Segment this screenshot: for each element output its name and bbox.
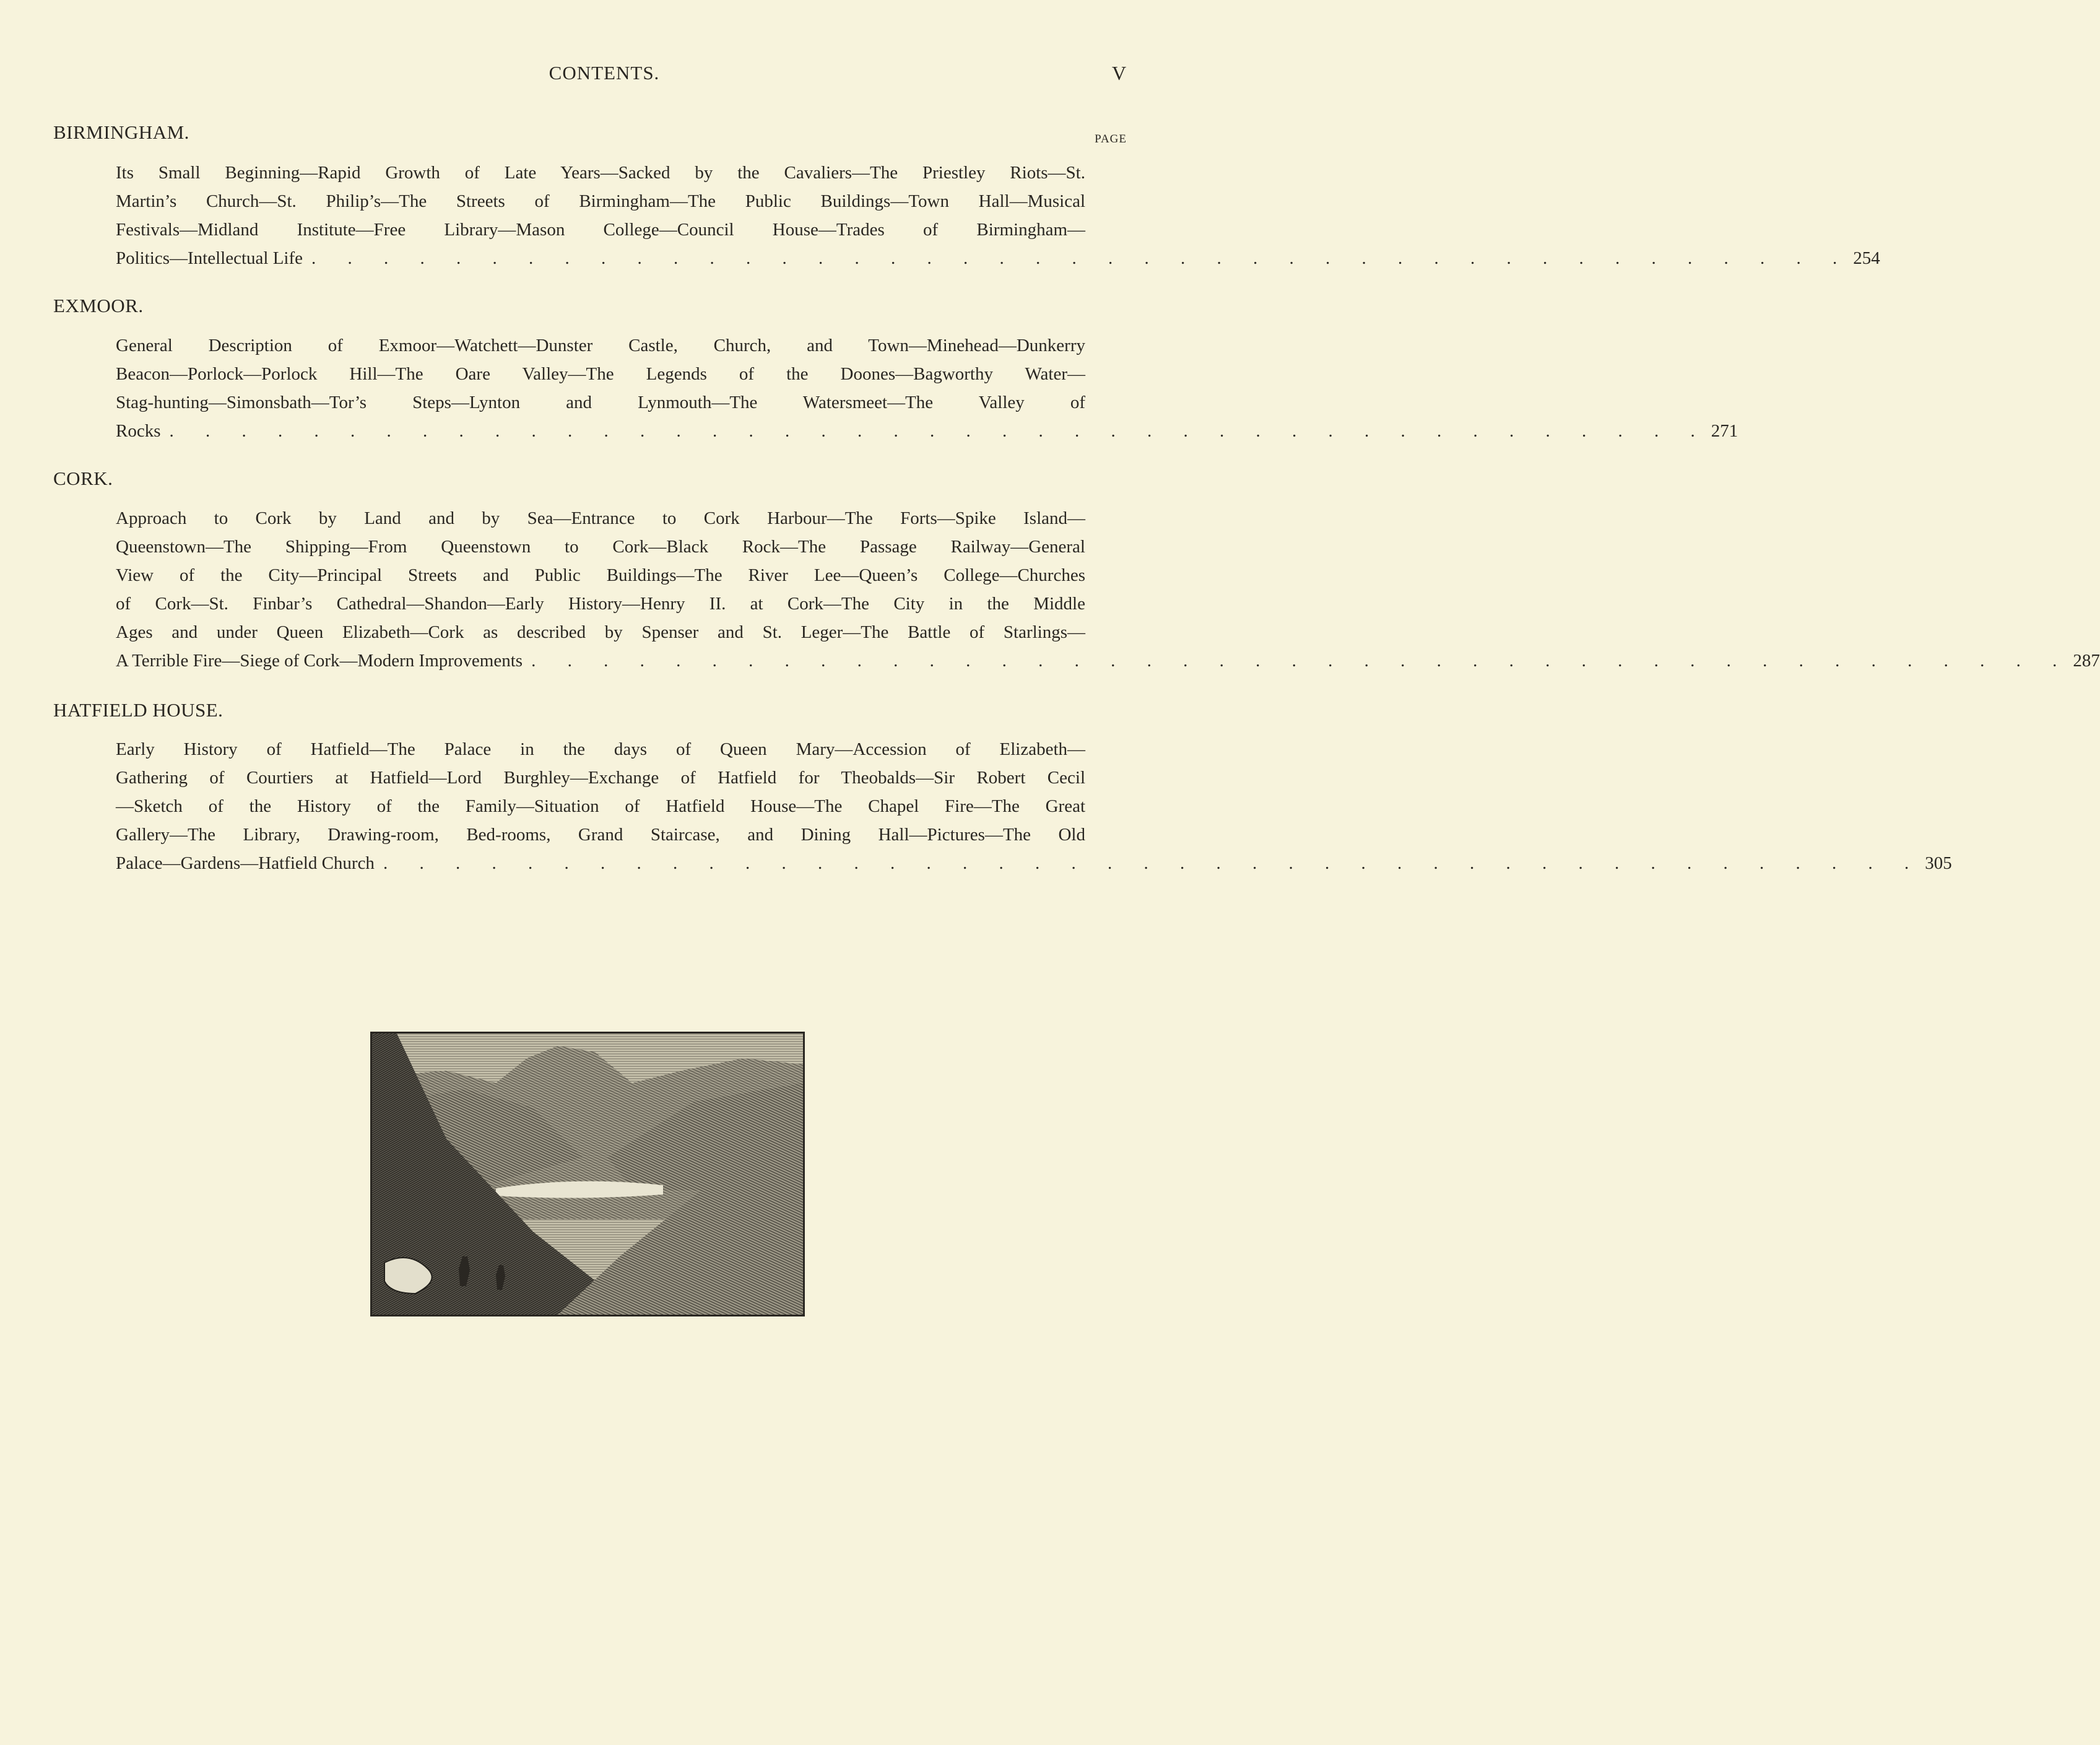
section-title-cork: CORK. xyxy=(53,468,113,489)
running-title: CONTENTS. xyxy=(549,62,660,84)
entry-last-line xyxy=(116,244,1880,272)
section-title-exmoor: EXMOOR. xyxy=(53,295,144,316)
entry-line: Martin’s Church—St. Philip’s—The Streets of Birmingham—The Public Buildings—Town Hall—Musical xyxy=(116,191,1085,211)
entry-last-line xyxy=(116,646,2100,675)
page-number-folio: V xyxy=(1112,62,1127,84)
page-reference[interactable]: 254 xyxy=(1853,248,1880,268)
entry-last-line xyxy=(116,849,1952,877)
entry-line: Gathering of Courtiers at Hatfield—Lord Burghley—Exchange of Hatfield for Theobalds—Sir Robert Cecil xyxy=(116,768,1085,788)
section-entry-hatfield-house xyxy=(116,735,1952,877)
entry-line: Gallery—The Library, Drawing-room, Bed-rooms, Grand Staircase, and Dining Hall—Pictures—The Old xyxy=(116,825,1085,845)
entry-line: Ages and under Queen Elizabeth—Cork as described by Spenser and St. Leger—The Battle of Starlings— xyxy=(116,622,1085,642)
section-title-hatfield-house: HATFIELD HOUSE. xyxy=(53,699,223,721)
mountain-valley-engraving xyxy=(370,1032,805,1316)
entry-line: Politics—Intellectual Life xyxy=(116,248,303,268)
page-reference[interactable]: 287 xyxy=(2073,651,2100,671)
dot-leader: . . . . . . . . . . . . . . . . . . . . . . . . . . . . . . . . . . . . . . . . . . . xyxy=(531,651,2071,671)
entry-line: Stag-hunting—Simonsbath—Tor’s Steps—Lynton and Lynmouth—The Watersmeet—The Valley of xyxy=(116,393,1085,412)
entry-line: General Description of Exmoor—Watchett—Dunster Castle, Church, and Town—Minehead—Dunkerry xyxy=(116,336,1085,355)
entry-line: Early History of Hatfield—The Palace in the days of Queen Mary—Accession of Elizabeth— xyxy=(116,739,1085,759)
section-entry-exmoor xyxy=(116,331,1738,445)
dot-leader: . . . . . . . . . . . . . . . . . . . . . . . . . . . . . . . . . . . . . . . . . . . xyxy=(383,853,1923,873)
dot-leader: . . . . . . . . . . . . . . . . . . . . . . . . . . . . . . . . . . . . . . . . . . . xyxy=(311,248,1851,268)
entry-line: Palace—Gardens—Hatfield Church xyxy=(116,853,375,873)
entry-line: View of the City—Principal Streets and Public Buildings—The River Lee—Queen’s College—Churches xyxy=(116,565,1085,585)
entry-line: A Terrible Fire—Siege of Cork—Modern Improvements xyxy=(116,651,523,671)
engraving-image xyxy=(372,1034,803,1315)
section-entry-birmingham xyxy=(116,159,1880,272)
entry-line: Approach to Cork by Land and by Sea—Entrance to Cork Harbour—The Forts—Spike Island— xyxy=(116,508,1085,528)
section-title-birmingham: BIRMINGHAM. xyxy=(53,121,189,143)
entry-line: Its Small Beginning—Rapid Growth of Late Years—Sacked by the Cavaliers—The Priestley Riots—St. xyxy=(116,163,1085,183)
section-entry-cork xyxy=(116,504,2100,675)
dot-leader: . . . . . . . . . . . . . . . . . . . . . . . . . . . . . . . . . . . . . . . . . . . xyxy=(169,421,1709,441)
page-reference[interactable]: 305 xyxy=(1925,853,1952,873)
entry-line: —Sketch of the History of the Family—Situation of Hatfield House—The Chapel Fire—The Great xyxy=(116,796,1085,816)
entry-line: Rocks xyxy=(116,421,161,441)
entry-line: Queenstown—The Shipping—From Queenstown to Cork—Black Rock—The Passage Railway—General xyxy=(116,537,1085,557)
entry-line: of Cork—St. Finbar’s Cathedral—Shandon—Early History—Henry II. at Cork—The City in the Middle xyxy=(116,594,1085,614)
page-column-label: PAGE xyxy=(1095,133,1127,146)
entry-line: Festivals—Midland Institute—Free Library—Mason College—Council House—Trades of Birmingham— xyxy=(116,220,1085,240)
entry-last-line xyxy=(116,417,1738,445)
page-reference[interactable]: 271 xyxy=(1711,421,1738,441)
entry-line: Beacon—Porlock—Porlock Hill—The Oare Valley—The Legends of the Doones—Bagworthy Water— xyxy=(116,364,1085,384)
